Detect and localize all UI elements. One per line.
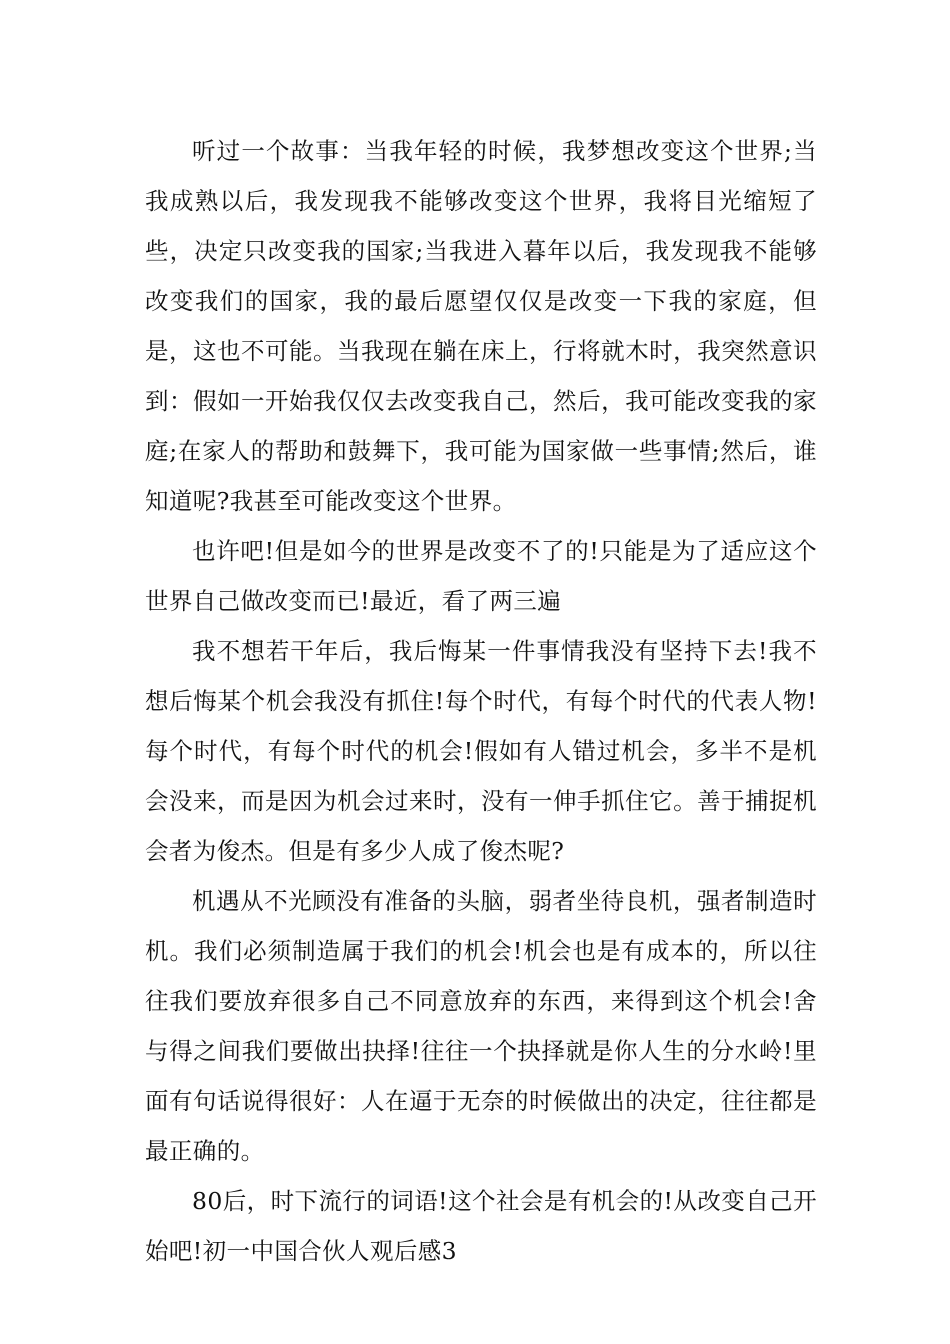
paragraph-3: 我不想若干年后，我后悔某一件事情我没有坚持下去!我不想后悔某个机会我没有抓住!每个时代，有每个时代的代表人物!每个时代，有每个时代的机会!假如有人错过机会，多半不是机会没来，而是因为机会过来时，没有一伸手抓住它。善于捕捉机会者为俊杰。但是有多少人成了俊杰呢? [145,637,817,865]
paragraph-2: 也许吧!但是如今的世界是改变不了的!只能是为了适应这个世界自己做改变而已!最近，看了两三遍 [145,537,817,615]
paragraph-4: 机遇从不光顾没有准备的头脑，弱者坐待良机，强者制造时机。我们必须制造属于我们的机会!机会也是有成本的，所以往往我们要放弃很多自己不同意放弃的东西，来得到这个机会!舍与得之间我们要做出抉择!往往一个抉择就是你人生的分水岭!里面有句话说得很好：人在逼于无奈的时候做出的决定，往往都是最正确的。 [145,887,817,1165]
paragraph-1: 听过一个故事：当我年轻的时候，我梦想改变这个世界;当我成熟以后，我发现我不能够改变这个世界，我将目光缩短了些，决定只改变我的国家;当我进入暮年以后，我发现我不能够改变我们的国家，我的最后愿望仅仅是改变一下我的家庭，但是，这也不可能。当我现在躺在床上，行将就木时，我突然意识到：假如一开始我仅仅去改变我自己，然后，我可能改变我的家庭;在家人的帮助和鼓舞下，我可能为国家做一些事情;然后，谁知道呢?我甚至可能改变这个世界。 [145,137,817,515]
document-body [145,126,817,1276]
paragraph-5: 80后，时下流行的词语!这个社会是有机会的!从改变自己开始吧!初一中国合伙人观后感3 [145,1187,817,1265]
